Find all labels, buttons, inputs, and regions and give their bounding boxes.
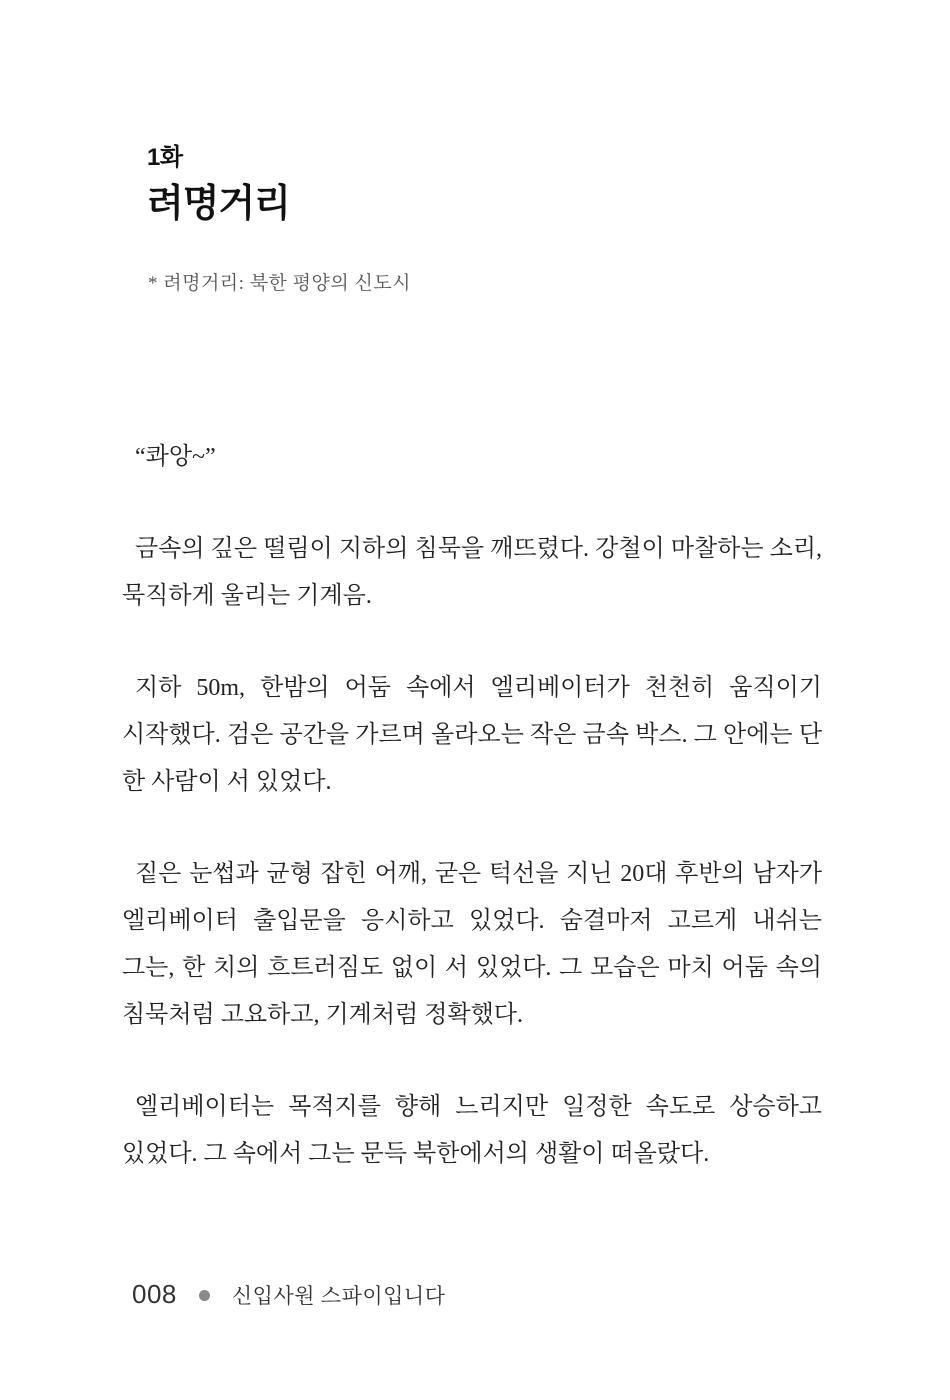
body-paragraph: 짙은 눈썹과 균형 잡힌 어깨, 굳은 턱선을 지닌 20대 후반의 남자가 엘리베이터 출입문을 응시하고 있었다. 숨결마저 고르게 내쉬는 그는, 한 치의 흐트러짐도 없이 서 있었다. 그 모습은 마치 어둠 속의 침묵처럼 고요하고, 기계처럼 정확했다. (122, 861, 822, 1028)
body-paragraph: 지하 50m, 한밤의 어둠 속에서 엘리베이터가 천천히 움직이기 시작했다. 검은 공간을 가르며 올라오는 작은 금속 박스. 그 안에는 단 한 사람이 서 있었다. (122, 675, 822, 795)
body-paragraph: 엘리베이터는 목적지를 향해 느리지만 일정한 속도로 상승하고 있었다. 그 속에서 그는 문득 북한에서의 생활이 떠올랐다. (122, 1094, 822, 1167)
body-paragraph: 금속의 깊은 떨림이 지하의 침묵을 깨뜨렸다. 강철이 마찰하는 소리, 묵직하게 울리는 기계음. (122, 536, 822, 609)
page-title: 려명거리 (147, 183, 290, 225)
chapter-label: 1화 (147, 144, 183, 171)
bullet-icon (199, 1290, 210, 1301)
page-number: 008 (132, 1278, 177, 1309)
body-paragraph-dialogue: “콰앙~” (135, 444, 216, 470)
body-text (122, 434, 822, 1178)
chapter-head (147, 146, 290, 223)
page-footer (132, 1278, 446, 1310)
footnote: * 려명거리: 북한 평양의 신도시 (148, 273, 412, 294)
book-title: 신입사원 스파이입니다 (231, 1284, 446, 1308)
